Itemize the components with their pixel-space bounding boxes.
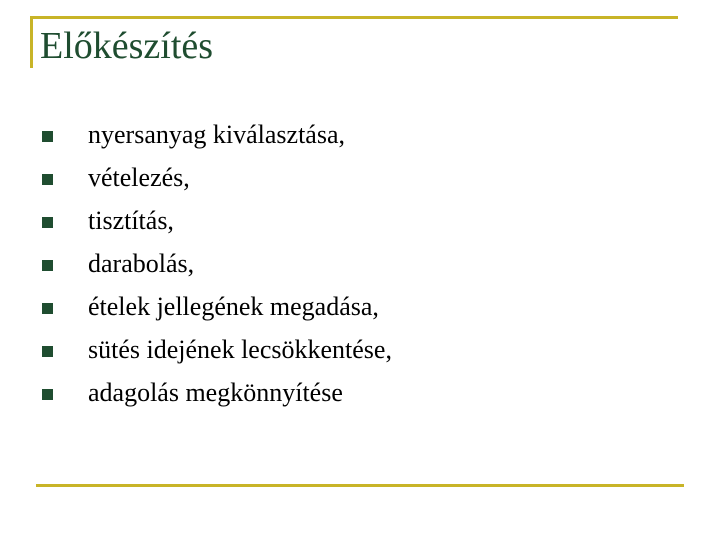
- list-item: [42, 242, 392, 285]
- bottom-border-line: [36, 484, 684, 487]
- square-bullet-icon: [42, 346, 53, 357]
- bullet-text: ételek jellegének megadása,: [88, 291, 379, 321]
- bullet-text: adagolás megkönnyítése: [88, 377, 343, 407]
- square-bullet-icon: [42, 174, 53, 185]
- bullet-list: [42, 113, 392, 414]
- bullet-text: sütés idejének lecsökkentése,: [88, 334, 392, 364]
- bullet-text: vételezés,: [88, 162, 190, 192]
- top-border-line: [30, 16, 678, 19]
- square-bullet-icon: [42, 260, 53, 271]
- square-bullet-icon: [42, 131, 53, 142]
- square-bullet-icon: [42, 303, 53, 314]
- list-item: [42, 156, 392, 199]
- bullet-text: tisztítás,: [88, 205, 174, 235]
- square-bullet-icon: [42, 389, 53, 400]
- list-item: [42, 199, 392, 242]
- list-item: [42, 113, 392, 156]
- bullet-text: nyersanyag kiválasztása,: [88, 119, 346, 149]
- slide-title: Előkészítés: [40, 25, 214, 67]
- list-item: [42, 328, 392, 371]
- left-border-line: [30, 16, 33, 68]
- list-item: [42, 371, 392, 414]
- bullet-text: darabolás,: [88, 248, 195, 278]
- list-item: [42, 285, 392, 328]
- square-bullet-icon: [42, 217, 53, 228]
